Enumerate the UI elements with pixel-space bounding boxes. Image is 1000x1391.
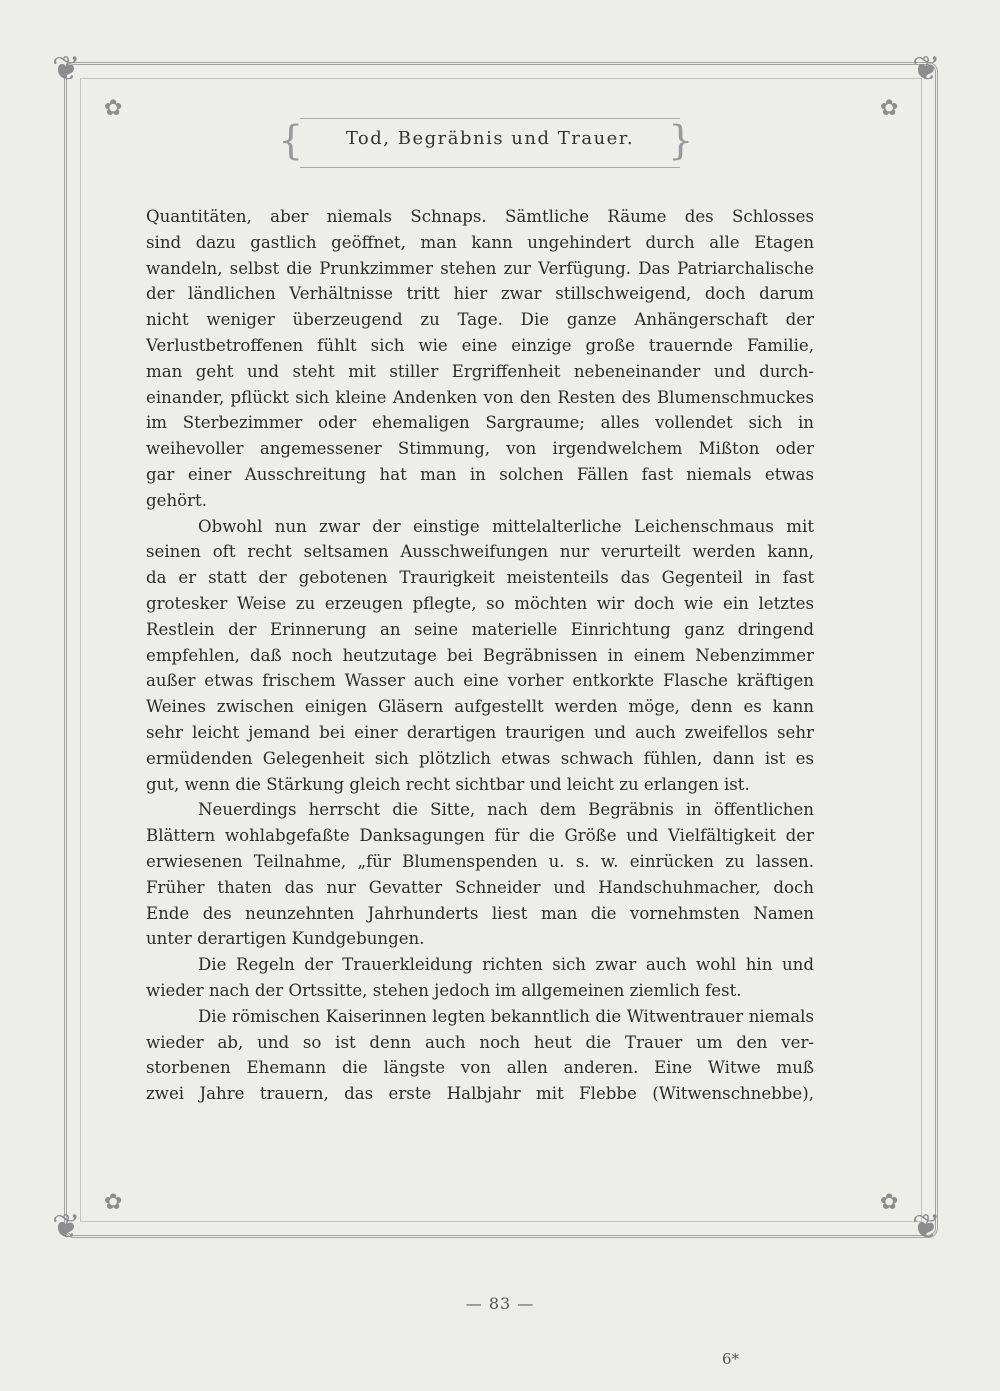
text-line: Neuerdings herrscht die Sitte, nach dem Begräbnis in öffentlichen bbox=[198, 800, 814, 820]
flower-ornament-icon: ✿ bbox=[104, 96, 123, 121]
text-line: seinen oft recht seltsamen Ausschweifungen nur verurteilt werden kann, bbox=[146, 542, 814, 562]
text-line: weihevoller angemessener Stimmung, von irgendwelchem Mißton oder bbox=[146, 439, 814, 459]
text-line: empfehlen, daß noch heutzutage bei Begräbnissen in einem Nebenzimmer bbox=[146, 645, 814, 665]
flower-ornament-icon: ✿ bbox=[880, 1190, 899, 1215]
text-line: zwei Jahre trauern, das erste Halbjahr mit Flebbe (Witwenschnebbe), bbox=[146, 1084, 814, 1104]
running-title: Tod, Begräbnis und Trauer. bbox=[345, 128, 635, 149]
text-line: unter derartigen Kundgebungen. bbox=[146, 929, 425, 949]
page-number: — 83 — bbox=[465, 1294, 535, 1313]
corner-ornament-icon: ❦ bbox=[912, 49, 941, 89]
scroll-flourish-icon: { bbox=[278, 118, 304, 164]
text-line: Die römischen Kaiserinnen legten bekanntlich die Witwentrauer niemals bbox=[198, 1006, 814, 1026]
text-line: Blättern wohlabgefaßte Danksagungen für die Größe und Vielfältigkeit der bbox=[146, 826, 814, 846]
scroll-flourish-icon: } bbox=[668, 118, 694, 164]
text-line: sehr leicht jemand bei einer derartigen traurigen und auch zweifellos sehr bbox=[146, 722, 814, 742]
text-line: gut, wenn die Stärkung gleich recht sichtbar und leicht zu erlangen ist. bbox=[146, 774, 750, 794]
text-line: wieder nach der Ortssitte, stehen jedoch im allgemeinen ziemlich fest. bbox=[146, 980, 742, 1000]
flower-ornament-icon: ✿ bbox=[104, 1190, 123, 1215]
text-line: gar einer Ausschreitung hat man in solchen Fällen fast niemals etwas bbox=[146, 464, 814, 484]
text-line: grotesker Weise zu erzeugen pflegte, so möchten wir doch wie ein letztes bbox=[146, 593, 814, 613]
text-line: sind dazu gastlich geöffnet, man kann ungehindert durch alle Etagen bbox=[146, 232, 814, 252]
text-line: ermüdenden Gelegenheit sich plötzlich etwas schwach fühlen, dann ist es bbox=[146, 748, 814, 768]
corner-ornament-icon: ❦ bbox=[52, 49, 81, 89]
text-line: Weines zwischen einigen Gläsern aufgestellt werden möge, denn es kann bbox=[146, 697, 814, 717]
corner-ornament-icon: ❦ bbox=[912, 1207, 941, 1247]
corner-ornament-icon: ❦ bbox=[52, 1207, 81, 1247]
signature-mark: 6* bbox=[722, 1350, 740, 1368]
flower-ornament-icon: ✿ bbox=[880, 96, 899, 121]
text-line: wieder ab, und so ist denn auch noch heut die Trauer um den ver- bbox=[146, 1032, 814, 1052]
text-line: nicht weniger überzeugend zu Tage. Die ganze Anhängerschaft der bbox=[146, 310, 814, 330]
text-line: Die Regeln der Trauerkleidung richten sich zwar auch wohl hin und bbox=[198, 955, 814, 975]
text-line: Verlustbetroffenen fühlt sich wie eine einzige große trauernde Familie, bbox=[146, 335, 814, 355]
text-line: Obwohl nun zwar der einstige mittelalterliche Leichenschmaus mit bbox=[198, 516, 814, 536]
text-line: man geht und steht mit stiller Ergriffenheit nebeneinander und durch- bbox=[146, 361, 814, 381]
text-line: im Sterbezimmer oder ehemaligen Sargraume; alles vollendet sich in bbox=[146, 413, 814, 433]
text-line: Ende des neunzehnten Jahrhunderts liest man die vornehmsten Namen bbox=[146, 903, 814, 923]
text-line: Früher thaten das nur Gevatter Schneider und Handschuhmacher, doch bbox=[146, 877, 814, 897]
text-line: erwiesenen Teilnahme, „für Blumenspenden u. s. w. einrücken zu lassen. bbox=[146, 851, 814, 871]
text-line: einander, pflückt sich kleine Andenken von den Resten des Blumenschmuckes bbox=[146, 387, 814, 407]
text-line: außer etwas frischem Wasser auch eine vorher entkorkte Flasche kräftigen bbox=[146, 671, 814, 691]
text-line: da er statt der gebotenen Traurigkeit meistenteils das Gegenteil in fast bbox=[146, 568, 814, 588]
text-line: storbenen Ehemann die längste von allen anderen. Eine Witwe muß bbox=[146, 1058, 814, 1078]
text-line: Quantitäten, aber niemals Schnaps. Sämtliche Räume des Schlosses bbox=[146, 207, 814, 226]
text-line: wandeln, selbst die Prunkzimmer stehen zur Verfügung. Das Patriarchalische bbox=[146, 258, 814, 278]
text-line: der ländlichen Verhältnisse tritt hier zwar stillschweigend, doch darum bbox=[146, 284, 814, 304]
body-text bbox=[146, 204, 814, 1107]
text-line: Restlein der Erinnerung an seine materielle Einrichtung ganz dringend bbox=[146, 619, 814, 639]
text-line: gehört. bbox=[146, 490, 207, 510]
